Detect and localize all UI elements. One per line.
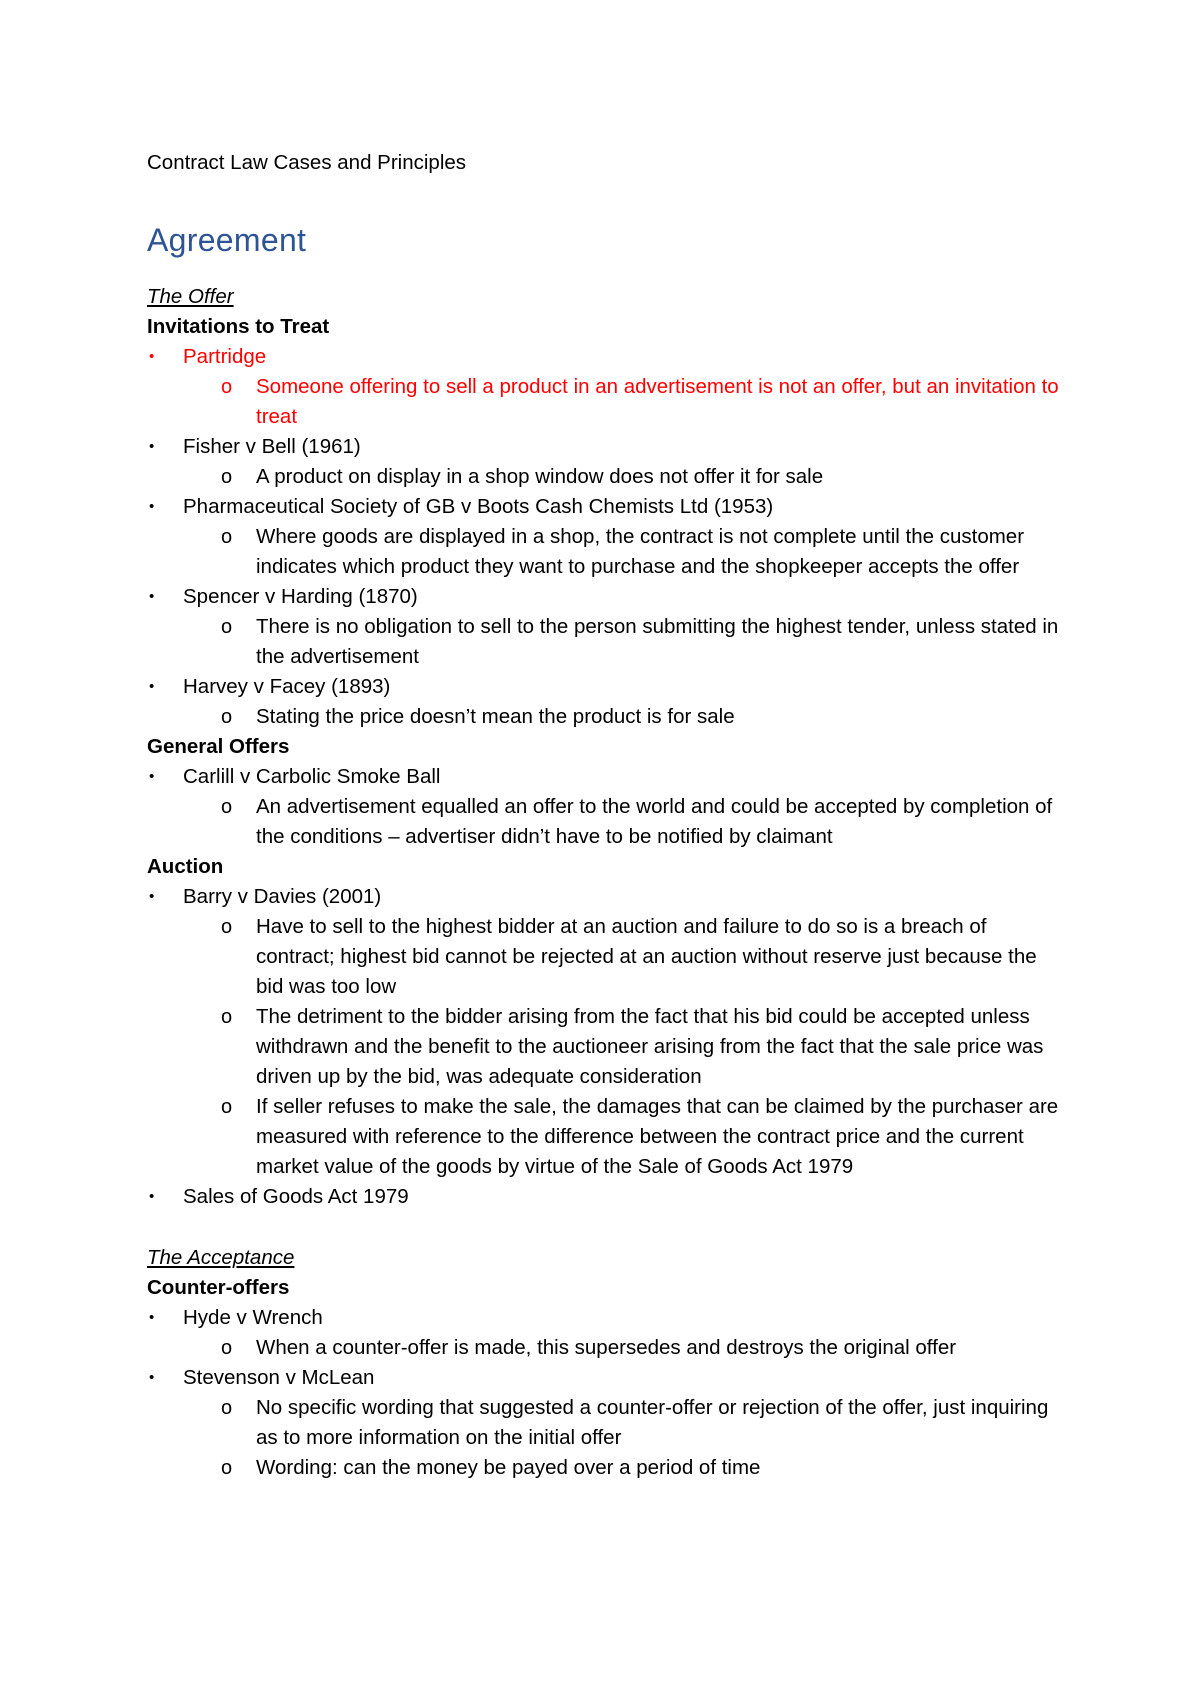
case-name: Carlill v Carbolic Smoke Ball	[183, 765, 441, 788]
principle-list	[183, 912, 1067, 1182]
group-label: Counter-offers	[147, 1276, 290, 1299]
case-name: Partridge	[183, 345, 267, 368]
group-label: Auction	[147, 855, 224, 878]
principle-text: Where goods are displayed in a shop, the contract is not complete until the customer indicates which product they want to purchase and the shopkeeper accepts the offer	[256, 525, 1025, 578]
case-item	[147, 432, 1067, 492]
sub-bullet-icon: o	[221, 916, 233, 938]
bullet-icon: •	[149, 438, 155, 455]
bullet-icon: •	[149, 1369, 155, 1386]
document-body	[147, 148, 1067, 1483]
principle-item	[221, 372, 1067, 432]
principle-item	[221, 912, 1067, 1002]
principle-list	[183, 1393, 1067, 1483]
principle-item	[221, 1092, 1067, 1182]
principle-text: Stating the price doesn’t mean the product is for sale	[256, 705, 735, 728]
principle-list	[183, 522, 1067, 582]
case-name: Harvey v Facey (1893)	[183, 675, 391, 698]
case-name: Hyde v Wrench	[183, 1306, 323, 1329]
case-item	[147, 762, 1067, 852]
case-list	[147, 1303, 1067, 1483]
subsection-title: The Offer	[147, 285, 234, 308]
sub-bullet-icon: o	[221, 1337, 233, 1359]
sub-bullet-icon: o	[221, 466, 233, 488]
principle-list	[183, 792, 1067, 852]
principle-list	[183, 372, 1067, 432]
bullet-icon: •	[149, 498, 155, 515]
principle-text: Have to sell to the highest bidder at an auction and failure to do so is a breach of contract; highest bid cannot be rejected at an auction without reserve just because the bid was too low	[256, 915, 1037, 998]
spacer	[147, 1212, 1067, 1243]
principle-text: No specific wording that suggested a counter-offer or rejection of the offer, just inquiring as to more information on the initial offer	[256, 1396, 1049, 1449]
principle-item	[221, 1002, 1067, 1092]
case-item	[147, 1363, 1067, 1483]
case-item	[147, 342, 1067, 432]
case-item	[147, 1182, 1067, 1212]
sub-bullet-icon: o	[221, 526, 233, 548]
document-title: Contract Law Cases and Principles	[147, 151, 467, 174]
section-heading: Agreement	[147, 222, 307, 258]
principle-text: Someone offering to sell a product in an advertisement is not an offer, but an invitation to treat	[256, 375, 1059, 428]
case-list	[147, 342, 1067, 732]
sub-bullet-icon: o	[221, 616, 233, 638]
subsection-title: The Acceptance	[147, 1246, 295, 1269]
group-label: General Offers	[147, 735, 290, 758]
principle-item	[221, 1393, 1067, 1453]
principle-item	[221, 792, 1067, 852]
sub-bullet-icon: o	[221, 1457, 233, 1479]
principle-item	[221, 522, 1067, 582]
sub-bullet-icon: o	[221, 376, 233, 398]
principle-item	[221, 702, 1067, 732]
case-item	[147, 582, 1067, 672]
bullet-icon: •	[149, 678, 155, 695]
case-name: Spencer v Harding (1870)	[183, 585, 418, 608]
sections-container	[147, 220, 1067, 1483]
bullet-icon: •	[149, 768, 155, 785]
sub-bullet-icon: o	[221, 796, 233, 818]
principle-text: An advertisement equalled an offer to the world and could be accepted by completion of the conditions – advertiser didn’t have to be notified by claimant	[256, 795, 1053, 848]
bullet-icon: •	[149, 1309, 155, 1326]
case-item	[147, 492, 1067, 582]
principle-text: When a counter-offer is made, this supersedes and destroys the original offer	[256, 1336, 957, 1359]
principle-list	[183, 702, 1067, 732]
case-name: Pharmaceutical Society of GB v Boots Cash Chemists Ltd (1953)	[183, 495, 774, 518]
principle-text: If seller refuses to make the sale, the damages that can be claimed by the purchaser are measured with reference to the difference between the contract price and the current market value of the goods by virtue of the Sale of Goods Act 1979	[256, 1095, 1059, 1178]
bullet-icon: •	[149, 588, 155, 605]
principle-list	[183, 612, 1067, 672]
case-name: Fisher v Bell (1961)	[183, 435, 361, 458]
group-label: Invitations to Treat	[147, 315, 330, 338]
case-item	[147, 1303, 1067, 1363]
bullet-icon: •	[149, 1188, 155, 1205]
sub-bullet-icon: o	[221, 1397, 233, 1419]
principle-text: Wording: can the money be payed over a period of time	[256, 1456, 761, 1479]
sub-bullet-icon: o	[221, 706, 233, 728]
case-list	[147, 762, 1067, 852]
case-item	[147, 672, 1067, 732]
case-name: Stevenson v McLean	[183, 1366, 375, 1389]
principle-item	[221, 1333, 1067, 1363]
principle-item	[221, 462, 1067, 492]
sub-bullet-icon: o	[221, 1096, 233, 1118]
case-name: Barry v Davies (2001)	[183, 885, 382, 908]
principle-text: The detriment to the bidder arising from the fact that his bid could be accepted unless withdrawn and the benefit to the auctioneer arising from the fact that the sale price was driven up by the bid, was adequate consideration	[256, 1005, 1044, 1088]
principle-item	[221, 1453, 1067, 1483]
case-item	[147, 882, 1067, 1182]
principle-text: A product on display in a shop window does not offer it for sale	[256, 465, 824, 488]
principle-text: There is no obligation to sell to the person submitting the highest tender, unless stated in the advertisement	[256, 615, 1059, 668]
bullet-icon: •	[149, 888, 155, 905]
principle-list	[183, 462, 1067, 492]
bullet-icon: •	[149, 348, 155, 365]
case-list	[147, 882, 1067, 1212]
principle-list	[183, 1333, 1067, 1363]
sub-bullet-icon: o	[221, 1006, 233, 1028]
case-name: Sales of Goods Act 1979	[183, 1185, 409, 1208]
principle-item	[221, 612, 1067, 672]
